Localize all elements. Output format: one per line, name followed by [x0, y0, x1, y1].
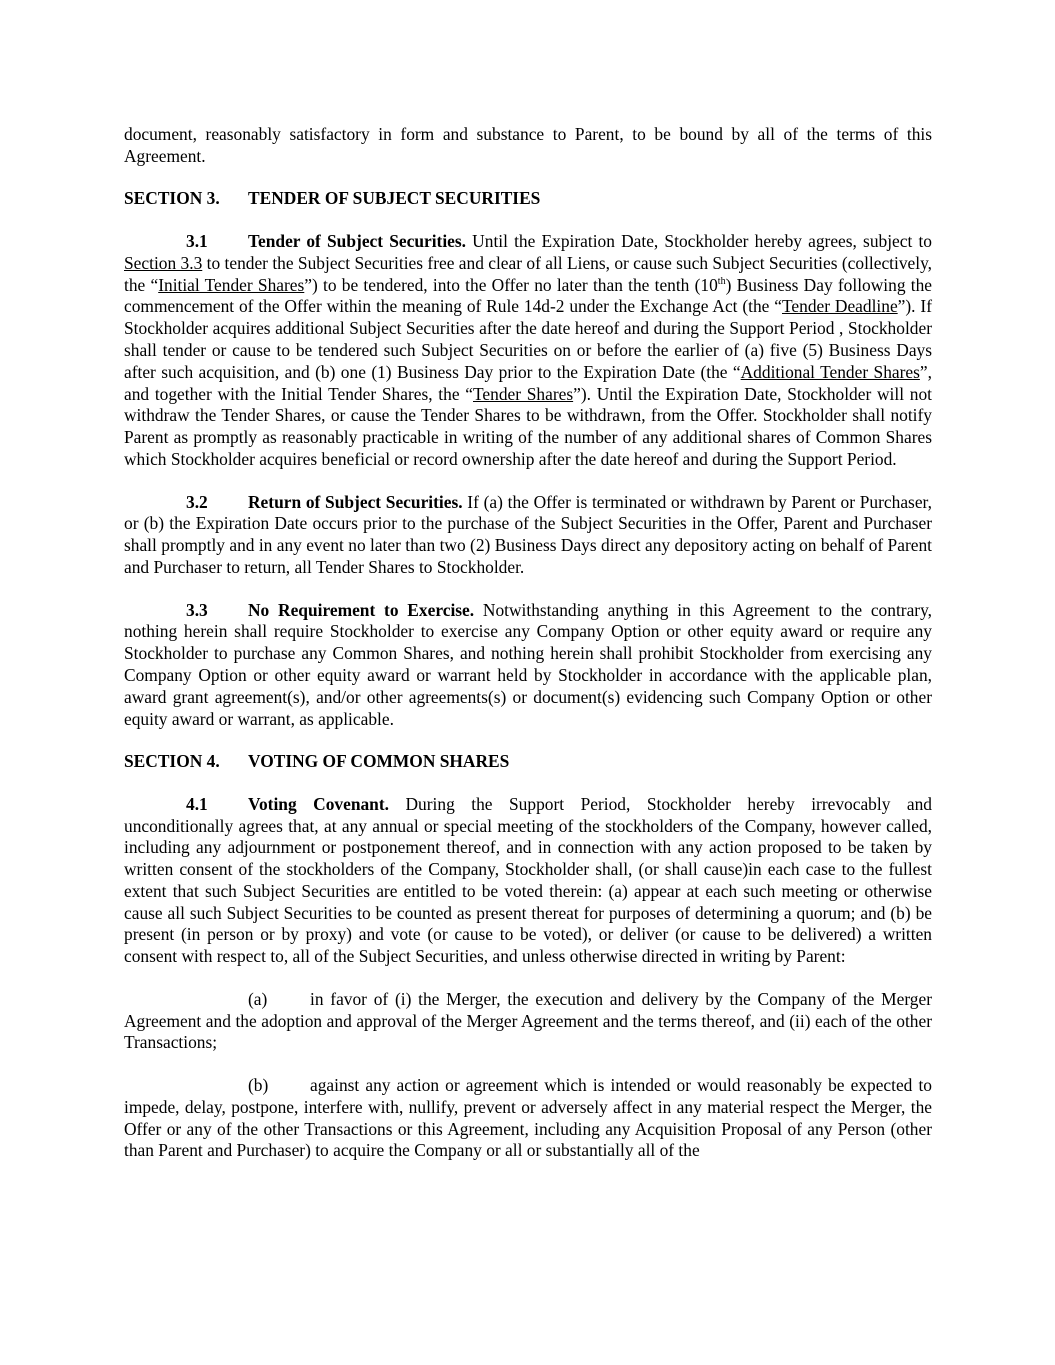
subclause-a-text: in favor of (i) the Merger, the execution and delivery by the Company of the Merger Agreement and the adoption and approval of the Merger Agreement and the terms thereof, and (ii) each of the other Transactions;	[124, 988, 932, 1053]
section-4-heading	[124, 751, 932, 773]
clause-number-3-3: 3.3	[186, 599, 208, 620]
section-reference: Section 3.3	[124, 252, 203, 273]
clause-title-4-1: Voting Covenant.	[248, 793, 389, 814]
paragraph-3-3	[124, 600, 932, 731]
section-3-heading	[124, 188, 932, 210]
clause-text-3-2: If (a) the Offer is terminated or withdrawn by Parent or Purchaser, or (b) the Expiration Date occurs prior to the purchase of the Subject Securities in the Offer, Parent and Purchaser shall promptly and in any event no later than two (2) Business Days direct any depository acting on behalf of Parent and Purchaser to return, all Tender Shares to Stockholder.	[124, 491, 932, 577]
document-page	[124, 124, 932, 1183]
paragraph-3-2	[124, 492, 932, 579]
superscript: th	[717, 275, 726, 287]
section-3-number: SECTION 3.	[124, 188, 220, 209]
section-4-number: SECTION 4.	[124, 751, 220, 772]
section-3-title: TENDER OF SUBJECT SECURITIES	[248, 188, 541, 209]
clause-title-3-2: Return of Subject Securities.	[248, 491, 463, 512]
text-segment: ”). Until the Expiration Date, Stockholder will not withdraw the Tender Shares, or cause the Tender Shares to be withdrawn, from the Offer. Stockholder shall notify Parent as promptly as reasonably practicable in writing of the number of any additional shares of Common Shares which Stockholder acquires beneficial or record ownership after the date hereof and during the Support Period.	[124, 383, 932, 469]
subclause-b-text: against any action or agreement which is intended or would reasonably be expected to impede, delay, postpone, interfere with, nullify, prevent or adversely affect in any material respect the Merger, the Offer or any of the other Transactions or this Agreement, including any Acquisition Proposal of any Person (other than Parent and Purchaser) to acquire the Company or all or substantially all of the	[124, 1075, 932, 1161]
text-segment: ”) to be tendered, into the Offer no later than the tenth (10	[304, 274, 718, 295]
clause-number-4-1: 4.1	[186, 793, 208, 814]
intro-paragraph: document, reasonably satisfactory in form and substance to Parent, to be bound by all of the terms of this Agreement.	[124, 124, 932, 166]
defined-term: Tender Deadline	[782, 296, 898, 317]
text-segment: to tender the Subject Securities free and clear of all Liens, or cause such Subject Securities (collectively, the “	[124, 252, 932, 295]
text-segment: ) Business Day following the commencement of the Offer within the meaning of Rule 14d-2 under the Exchange Act (the “	[124, 274, 932, 317]
clause-number-3-2: 3.2	[186, 491, 208, 512]
clause-text-4-1: During the Support Period, Stockholder hereby irrevocably and unconditionally agrees that, at any annual or special meeting of the stockholders of the Company, however called, including any adjournment or postponement thereof, and in connection with any action proposed to be taken by written consent of the stockholders of the Company, Stockholder shall, (or shall cause)in each case to the fullest extent that such Subject Securities are entitled to be voted therein: (a) appear at each such meeting or otherwise cause all such Subject Securities to be counted as present thereat for purposes of determining a quorum; and (b) be present (in person or by proxy) and vote (or cause to be voted), or deliver (or cause to be delivered) a written consent with respect to, all of the Subject Securities, and unless otherwise directed in writing by Parent:	[124, 793, 932, 967]
text-segment: ”, and together with the Initial Tender Shares, the “	[124, 361, 932, 404]
paragraph-3-1	[124, 231, 932, 471]
text-segment: ”). If Stockholder acquires additional Subject Securities after the date hereof and during the Support Period , Stockholder shall tender or cause to be tendered such Subject Securities on or before the earlier of (a) five (5) Business Days after such acquisition, and (b) one (1) Business Day prior to the Expiration Date (the “	[124, 296, 932, 382]
defined-term: Initial Tender Shares	[158, 274, 305, 295]
clause-title-3-3: No Requirement to Exercise.	[248, 599, 475, 620]
subclause-a-number: (a)	[248, 988, 268, 1009]
section-4-title: VOTING OF COMMON SHARES	[248, 751, 510, 772]
subclause-a	[124, 989, 932, 1054]
paragraph-4-1	[124, 794, 932, 968]
clause-title-3-1: Tender of Subject Securities.	[248, 230, 467, 251]
defined-term: Additional Tender Shares	[740, 361, 920, 382]
subclause-b	[124, 1075, 932, 1162]
subclause-b-number: (b)	[248, 1075, 269, 1096]
clause-number-3-1: 3.1	[186, 230, 208, 251]
text-segment: Until the Expiration Date, Stockholder hereby agrees, subject to	[466, 230, 933, 251]
clause-text-3-3: Notwithstanding anything in this Agreement to the contrary, nothing herein shall require Stockholder to exercise any Company Option or other equity award or require any Stockholder to purchase any Common Shares, and nothing herein shall prohibit Stockholder from exercising any Company Option or other equity award or warrant held by Stockholder in accordance with the applicable plan, award grant agreement(s), and/or other agreements(s) or document(s) evidencing such Company Option or other equity award or warrant, as applicable.	[124, 599, 932, 729]
defined-term: Tender Shares	[473, 383, 574, 404]
